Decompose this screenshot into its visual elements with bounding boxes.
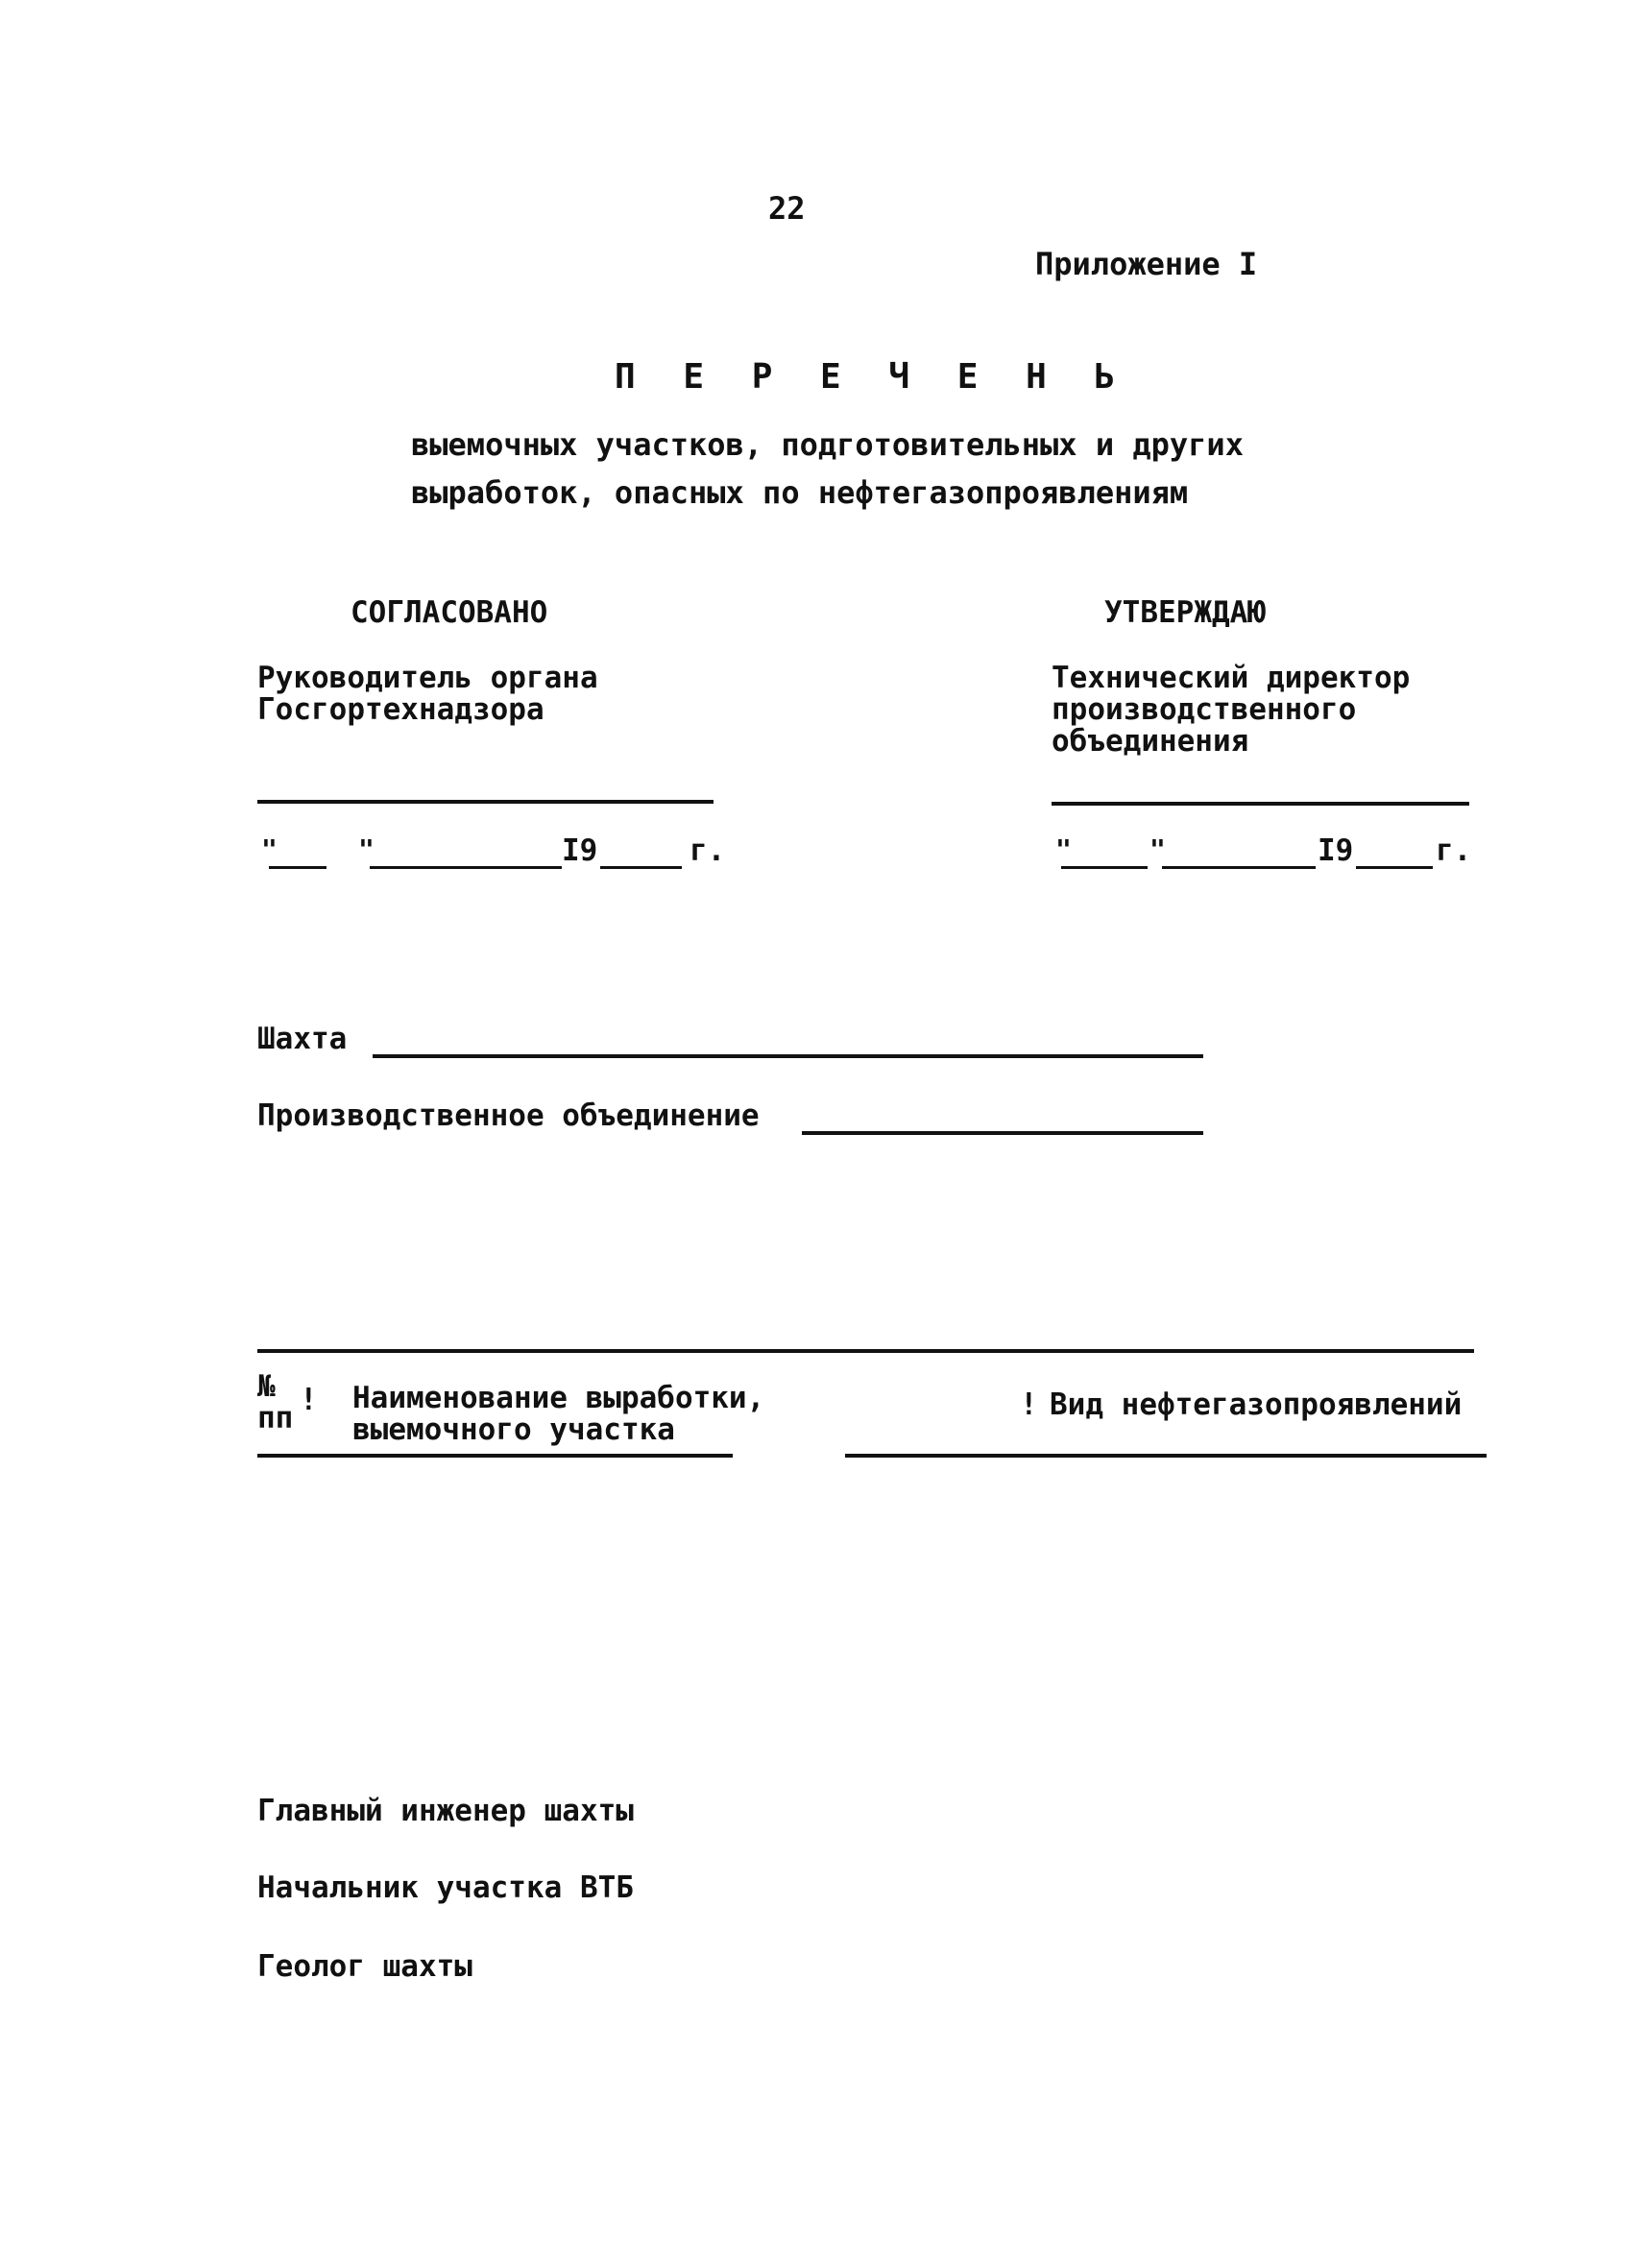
signature-geologist: Геолог шахты: [257, 1949, 472, 1984]
approve-signature-line: [1052, 802, 1469, 806]
table-header-rule-right: [845, 1454, 1487, 1458]
approve-date-year-prefix: I9: [1318, 833, 1354, 868]
agreed-date-month-line: [370, 866, 562, 869]
signature-chief-engineer: Главный инженер шахты: [257, 1794, 634, 1828]
agreed-date-year-line: [600, 866, 682, 869]
page-number: 22: [768, 190, 806, 227]
agreed-date-year-prefix: I9: [562, 833, 598, 868]
column-type-header: Вид нефтегазопроявлений: [1050, 1387, 1463, 1422]
signature-section-head: Начальник участка ВТБ: [257, 1870, 634, 1905]
appendix-label: Приложение I: [1035, 246, 1258, 282]
approve-date-day-line: [1061, 866, 1148, 869]
table-top-rule: [257, 1349, 1474, 1353]
column-separator-2: !: [1020, 1387, 1038, 1422]
column-number-symbol: №: [257, 1369, 276, 1404]
approve-heading: УТВЕРЖДАЮ: [1104, 595, 1266, 630]
mine-input-line[interactable]: [373, 1054, 1203, 1058]
column-separator-1: !: [300, 1383, 318, 1417]
approve-date-month-line: [1162, 866, 1316, 869]
agreed-date-quote-close: ": [358, 833, 375, 865]
agreed-date-year-suffix: г.: [689, 833, 726, 868]
agreed-signature-line: [257, 800, 714, 804]
approve-role: Технический директор производственного объединения: [1052, 661, 1411, 759]
approve-date-year-suffix: г.: [1436, 833, 1472, 868]
agreed-heading: СОГЛАСОВАНО: [351, 595, 548, 630]
table-header-rule-left: [257, 1454, 733, 1458]
agreed-date-quote-open: ": [261, 833, 278, 865]
column-number-abbr: пп: [257, 1401, 294, 1436]
agreed-date-day-line: [269, 866, 327, 869]
mine-label: Шахта: [257, 1022, 348, 1056]
approve-date-quote-open: ": [1055, 833, 1072, 865]
association-label: Производственное объединение: [257, 1098, 760, 1133]
agreed-role: Руководитель органа Госгортехнадзора: [257, 661, 598, 727]
column-number-header: [257, 1371, 293, 1435]
approve-date-year-line: [1356, 866, 1433, 869]
column-name-header: Наименование выработки, выемочного участка: [352, 1381, 765, 1447]
association-input-line[interactable]: [802, 1131, 1203, 1135]
document-subtitle: выемочных участков, подготовительных и других выработок, опасных по нефтегазопроявлениям: [411, 426, 1244, 511]
approve-date-quote-close: ": [1149, 833, 1166, 865]
document-title: П Е Р Е Ч Е Н Ь: [615, 357, 1129, 397]
